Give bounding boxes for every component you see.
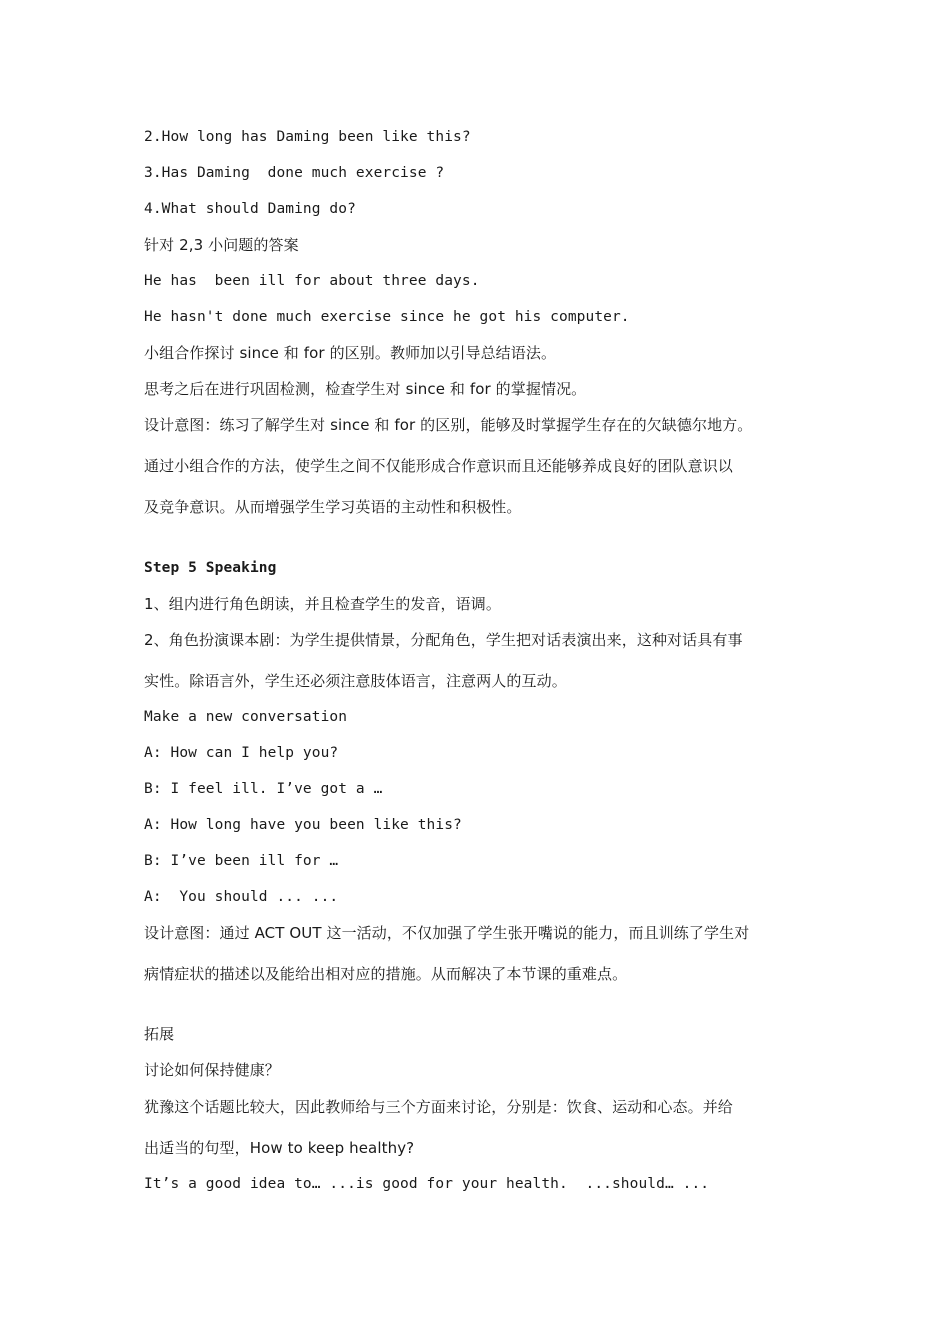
question-4: 4.What should Daming do? (144, 201, 356, 217)
design-intent-1-line-2: 通过小组合作的方法，使学生之间不仅能形成合作意识而且还能够养成良好的团队意识以 (144, 457, 733, 475)
question-2: 2.How long has Daming been like this? (144, 129, 471, 145)
conversation-title: Make a new conversation (144, 709, 348, 725)
dialogue-line-5: A: You should ... ... (144, 889, 339, 905)
answer-line-1: He has been ill for about three days. (144, 273, 480, 289)
speaking-item-2-line-2: 实性。除语言外，学生还必须注意肢体语言，注意两人的互动。 (144, 672, 567, 690)
speaking-item-2-line-1: 2、角色扮演课本剧：为学生提供情景，分配角色，学生把对话表演出来，这种对话具有事 (144, 631, 743, 649)
extension-line-1: 犹豫这个话题比较大，因此教师给与三个方面来讨论，分别是：饮食、运动和心态。并给 (144, 1098, 733, 1116)
answer-line-2: He hasn't done much exercise since he got his computer. (144, 309, 630, 325)
step-5-heading: Step 5 Speaking (144, 560, 277, 576)
speaking-item-1: 1、组内进行角色朗读，并且检查学生的发音，语调。 (144, 595, 501, 613)
extension-heading: 拓展 (144, 1025, 175, 1043)
answers-heading: 针对 2,3 小问题的答案 (144, 236, 299, 254)
dialogue-line-1: A: How can I help you? (144, 745, 339, 761)
extension-line-2: 出适当的句型，How to keep healthy? (144, 1139, 415, 1157)
dialogue-line-3: A: How long have you been like this? (144, 817, 462, 833)
design-intent-2-line-2: 病情症状的描述以及能给出相对应的措施。从而解决了本节课的重难点。 (144, 965, 628, 983)
design-intent-2-line-1: 设计意图：通过 ACT OUT 这一活动，不仅加强了学生张开嘴说的能力，而且训练了学生对 (144, 924, 750, 942)
dialogue-line-2: B: I feel ill. I’ve got a … (144, 781, 383, 797)
design-intent-1-line-1: 设计意图：练习了解学生对 since 和 for 的区别，能够及时掌握学生存在的欠缺德尔地方。 (144, 416, 753, 434)
discussion-prompt: 讨论如何保持健康？ (144, 1061, 280, 1079)
sentence-patterns: It’s a good idea to… ...is good for your health. ...should… ... (144, 1176, 710, 1192)
dialogue-line-4: B: I’ve been ill for … (144, 853, 339, 869)
consolidation-line: 思考之后在进行巩固检测，检查学生对 since 和 for 的掌握情况。 (144, 380, 587, 398)
question-3: 3.Has Daming done much exercise ? (144, 165, 445, 181)
design-intent-1-line-3: 及竞争意识。从而增强学生学习英语的主动性和积极性。 (144, 498, 522, 516)
group-discussion-line: 小组合作探讨 since 和 for 的区别。教师加以引导总结语法。 (144, 344, 557, 362)
